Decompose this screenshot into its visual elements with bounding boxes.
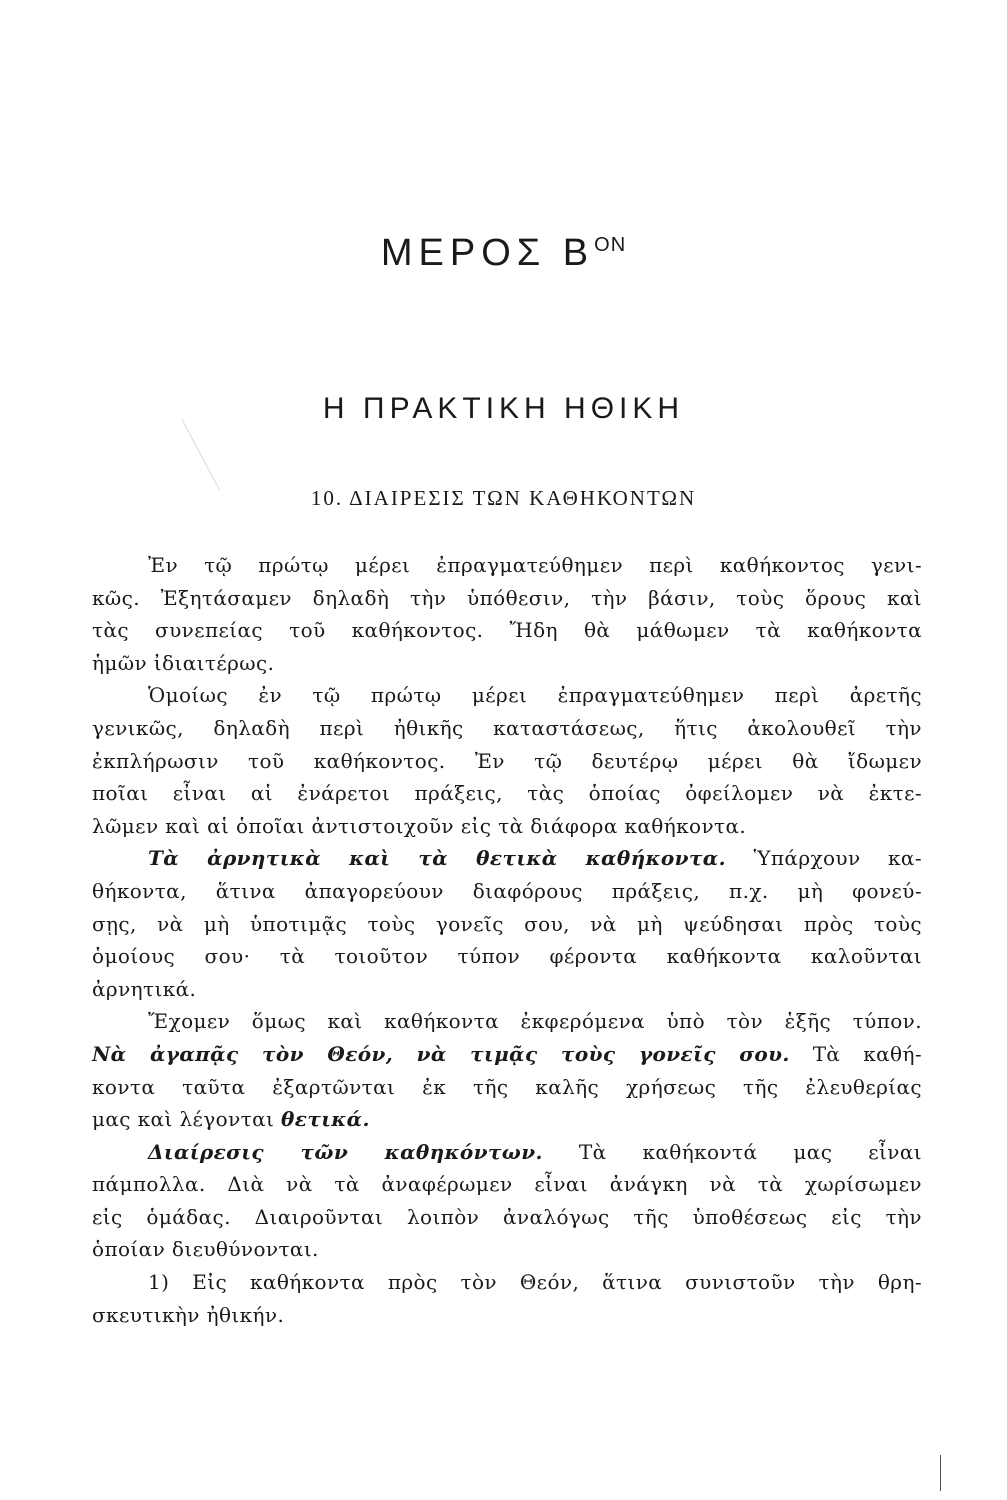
text-line: μας καὶ λέγονται θετικά. <box>92 1107 370 1132</box>
subheading-division: Διαίρεσις τῶν καθηκόντων. <box>148 1139 543 1164</box>
part-title: ΜΕΡΟΣ $B^{ON}$ <box>380 232 627 274</box>
text-line: ποῖαι εἶναι αἱ ἐνάρετοι πράξεις, τὰς ὁποίας ὀφείλομεν νὰ ἐκτε- <box>92 781 922 806</box>
text-line: Τὰ ἀρνητικὰ καὶ τὰ θετικὰ καθήκοντα. Ὑπάρχουν κα- <box>148 846 922 871</box>
text-line: θήκοντα, ἅτινα ἀπαγορεύουν διαφόρους πράξεις, π.χ. μὴ φονεύ- <box>92 878 922 903</box>
paragraph-6 <box>92 1266 922 1331</box>
text-line: πάμπολλα. Διὰ νὰ τὰ ἀναφέρωμεν εἶναι ἀνάγκη νὰ τὰ χωρίσωμεν <box>92 1172 922 1197</box>
text-line: ἀρνητικά. <box>92 976 197 1001</box>
text-line: Διαίρεσις τῶν καθηκόντων. Τὰ καθήκοντά μας εἶναι <box>148 1139 922 1164</box>
paragraph-4 <box>92 1005 922 1135</box>
text-line: Νὰ ἀγαπᾷς τὸν Θεόν, νὰ τιμᾷς τοὺς γονεῖς σου. Τὰ καθή- <box>92 1041 922 1066</box>
text-line: Ἐν τῷ πρώτῳ μέρει ἐπραγματεύθημεν περὶ καθήκοντος γενι- <box>148 553 922 577</box>
text-line: ἐκπλήρωσιν τοῦ καθήκοντος. Ἐν τῷ δευτέρῳ μέρει θὰ ἴδωμεν <box>92 748 922 773</box>
text-line: ὁμοίους σου· τὰ τοιοῦτον τύπον φέροντα καθήκοντα καλοῦνται <box>92 944 922 969</box>
text-line: Ὁμοίως ἐν τῷ πρώτῳ μέρει ἐπραγματεύθημεν περὶ ἀρετῆς <box>148 683 922 708</box>
text-line: σῃς, νὰ μὴ ὑποτιμᾷς τοὺς γονεῖς σου, νὰ μὴ ψεύδησαι πρὸς τοὺς <box>92 911 922 936</box>
text-line: ὁποίαν διευθύνονται. <box>92 1237 319 1262</box>
text-line: σκευτικὴν ἠθικήν. <box>92 1302 285 1327</box>
paragraph-1 <box>92 549 922 679</box>
subheading-negative-positive: Τὰ ἀρνητικὰ καὶ τὰ θετικὰ καθήκοντα. <box>148 846 726 871</box>
text-line: λῶμεν καὶ αἱ ὁποῖαι ἀντιστοιχοῦν εἰς τὰ διάφορα καθήκοντα. <box>92 813 747 838</box>
text-line: 1) Εἰς καθήκοντα πρὸς τὸν Θεόν, ἅτινα συνιστοῦν τὴν θρη- <box>148 1270 922 1295</box>
text-line: γενικῶς, δηλαδὴ περὶ ἠθικῆς καταστάσεως, ἥτις ἀκολουθεῖ τὴν <box>92 715 922 740</box>
section-title: Η ΠΡΑΚΤΙΚΗ ΗΘΙΚΗ <box>322 392 685 425</box>
text-line: κοντα ταῦτα ἐξαρτῶνται ἐκ τῆς καλῆς χρήσεως τῆς ἐλευθερίας <box>92 1074 922 1099</box>
paragraph-2 <box>92 679 922 842</box>
paragraph-3 <box>92 842 922 1005</box>
text-line: ἡμῶν ἰδιαιτέρως. <box>92 650 275 675</box>
chapter-title: 10. ΔΙΑΙΡΕΣΙΣ ΤΩΝ ΚΑΘΗΚΟΝΤΩΝ <box>310 486 697 510</box>
text-line: εἰς ὁμάδας. Διαιροῦνται λοιπὸν ἀναλόγως τῆς ὑποθέσεως εἰς τὴν <box>92 1204 922 1229</box>
text-line: Ἔχομεν ὅμως καὶ καθήκοντα ἐκφερόμενα ὑπὸ τὸν ἑξῆς τύπον. <box>148 1009 922 1034</box>
text-line: τὰς συνεπείας τοῦ καθήκοντος. Ἤδη θὰ μάθωμεν τὰ καθήκοντα <box>92 618 922 643</box>
body-text <box>92 549 922 1331</box>
paragraph-5 <box>92 1136 922 1266</box>
bold-commandments: Νὰ ἀγαπᾷς τὸν Θεόν, νὰ τιμᾷς τοὺς γονεῖς σου. <box>92 1041 790 1066</box>
text-line: κῶς. Ἐξητάσαμεν δηλαδὴ τὴν ὑπόθεσιν, τὴν βάσιν, τοὺς ὅρους καὶ <box>92 585 922 610</box>
edge-mark <box>940 1455 941 1491</box>
